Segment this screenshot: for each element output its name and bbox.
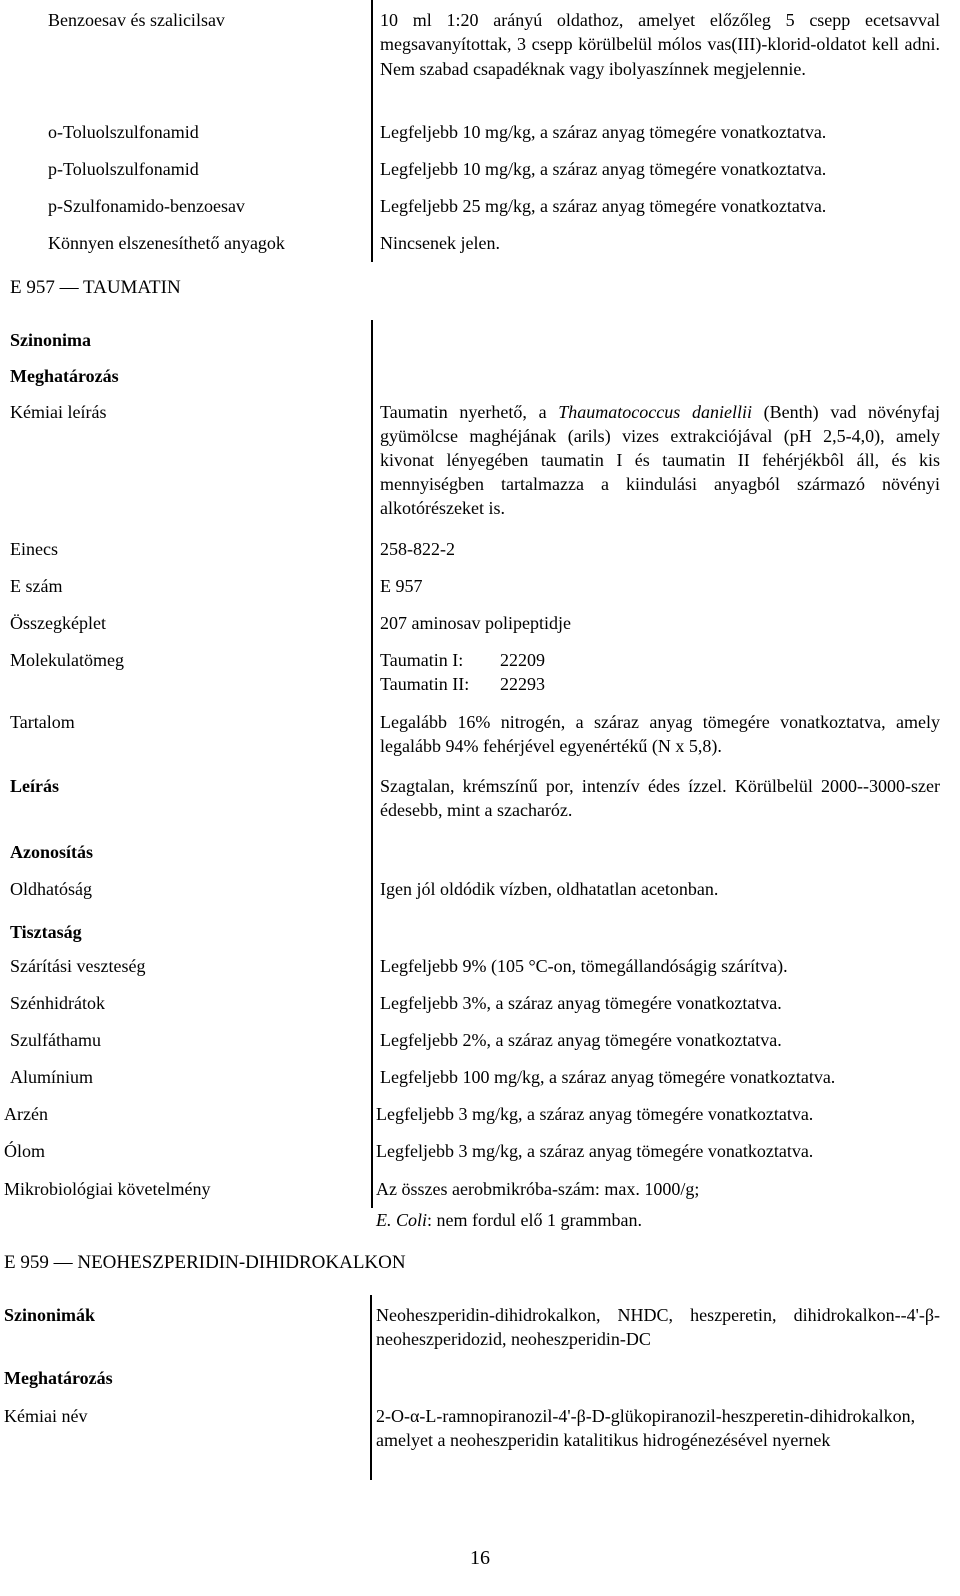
- mikrobiologiai-value-2: [376, 1208, 642, 1232]
- kemiai-leiras-species: Thaumatococcus daniellii: [558, 402, 752, 422]
- mol-taumatin-2-value: 22293: [500, 674, 545, 694]
- row-label-o-toluolszulfonamid: o-Toluolszulfonamid: [48, 122, 199, 142]
- kemiai-nev-label: Kémiai név: [4, 1406, 88, 1426]
- osszegkeplet-value: 207 aminosav polipeptidje: [380, 613, 571, 633]
- eszam-label: E szám: [10, 576, 63, 596]
- aluminium-label: Alumínium: [10, 1067, 94, 1087]
- mol-taumatin-1-value: 22209: [500, 650, 545, 670]
- eszam-value: E 957: [380, 576, 423, 596]
- kemiai-leiras-label: Kémiai leírás: [10, 402, 107, 422]
- tartalom-value: Legalább 16% nitrogén, a száraz anyag tömegére vonatkoztatva, amely legalább 94% fehérjével egyenértékű (N x 5,8).: [380, 712, 940, 756]
- einecs-value: 258-822-2: [380, 539, 455, 559]
- szaritasi-veszteseg-label: Szárítási veszteség: [10, 956, 146, 976]
- kemiai-leiras-value: [380, 400, 940, 520]
- arzen-label: Arzén: [4, 1104, 48, 1124]
- azonositas-label: Azonosítás: [10, 842, 94, 862]
- oldhatosag-label: Oldhatóság: [10, 879, 92, 899]
- szulfathamu-label: Szulfáthamu: [10, 1030, 101, 1050]
- szaritasi-veszteseg-value: Legfeljebb 9% (105 °C-on, tömegállandóságig szárítva).: [380, 956, 788, 976]
- szenhidratok-label: Szénhidrátok: [10, 993, 105, 1013]
- row-value-p-szulfonamido-benzoesav: Legfeljebb 25 mg/kg, a száraz anyag tömegére vonatkoztatva.: [380, 196, 827, 216]
- e-coli-text: : nem fordul elő 1 grammban.: [427, 1210, 642, 1230]
- szulfathamu-value: Legfeljebb 2%, a száraz anyag tömegére vonatkoztatva.: [380, 1030, 782, 1050]
- olom-label: Ólom: [4, 1141, 46, 1161]
- e957-table-divider: [371, 320, 373, 1208]
- e-coli-name: E. Coli: [376, 1210, 428, 1230]
- szenhidratok-value: Legfeljebb 3%, a száraz anyag tömegére vonatkoztatva.: [380, 993, 782, 1013]
- mol-taumatin-2-name: Taumatin II:: [380, 674, 470, 694]
- top-table-divider: [371, 0, 373, 262]
- leiras-label: Leírás: [10, 776, 59, 796]
- section-heading-e959: E 959 — NEOHESZPERIDIN-DIHIDROKALKON: [4, 1252, 406, 1273]
- row-label-p-szulfonamido-benzoesav: p-Szulfonamido-benzoesav: [48, 196, 245, 216]
- row-label-konnyen-elszenesitheto: Könnyen elszenesíthető anyagok: [48, 233, 285, 253]
- szinonima-label: Szinonima: [10, 330, 92, 350]
- molekulatomeg-label: Molekulatömeg: [10, 650, 124, 670]
- oldhatosag-value: Igen jól oldódik vízben, oldhatatlan acetonban.: [380, 879, 719, 899]
- mikrobiologiai-value-1: Az összes aerobmikróba-szám: max. 1000/g;: [376, 1179, 700, 1199]
- page-number: 16: [470, 1547, 490, 1569]
- row-value-p-toluolszulfonamid: Legfeljebb 10 mg/kg, a száraz anyag tömegére vonatkoztatva.: [380, 159, 827, 179]
- row-value-benzoesav: 10 ml 1:20 arányú oldathoz, amelyet előzőleg 5 csepp ecetsavval megsavanyítottak, 3 csepp körülbelül mólos vas(III)-klorid-oldatot kell adni. Nem szabad csapadéknak vagy ibolyaszínnek megjelennie.: [380, 10, 940, 79]
- szinonimak-label: Szinonimák: [4, 1305, 96, 1325]
- tisztasag-label: Tisztaság: [10, 922, 82, 942]
- leiras-value: Szagtalan, krémszínű por, intenzív édes ízzel. Körülbelül 2000--3000-szer édesebb, mint a szacharóz.: [380, 776, 940, 820]
- mol-taumatin-1-name: Taumatin I:: [380, 650, 464, 670]
- mikrobiologiai-label: Mikrobiológiai követelmény: [4, 1179, 211, 1199]
- olom-value: Legfeljebb 3 mg/kg, a száraz anyag tömegére vonatkoztatva.: [376, 1141, 814, 1161]
- osszegkeplet-label: Összegképlet: [10, 613, 106, 633]
- e959-table-divider: [370, 1295, 372, 1480]
- kemiai-leiras-text-1: Taumatin nyerhető, a: [380, 402, 559, 422]
- meghatarozas-e959-label: Meghatározás: [4, 1368, 113, 1388]
- row-value-konnyen-elszenesitheto: Nincsenek jelen.: [380, 233, 500, 253]
- section-heading-e957: E 957 — TAUMATIN: [10, 277, 181, 298]
- row-value-o-toluolszulfonamid: Legfeljebb 10 mg/kg, a száraz anyag tömegére vonatkoztatva.: [380, 122, 827, 142]
- kemiai-leiras-text-2: (Benth) vad növényfaj gyümölcse maghéjának (arils) vizes extrakciójával (pH 2,5-4,0), amely kivonat lényegében taumatin I és taumatin II fehérjékbôl áll, és kis mennyiségben tartalmazza a kiindulási anyagból származó növényi alkotórészeket is.: [380, 402, 941, 518]
- kemiai-nev-value: 2-O-α-L-ramnopiranozil-4'-β-D-glükopiranozil-heszperetin-dihidrokalkon, amelyet a neoheszperidin katalitikus hidrogénezésével nyernek: [376, 1406, 916, 1450]
- arzen-value: Legfeljebb 3 mg/kg, a száraz anyag tömegére vonatkoztatva.: [376, 1104, 814, 1124]
- einecs-label: Einecs: [10, 539, 58, 559]
- tartalom-label: Tartalom: [10, 712, 75, 732]
- meghatarozas-label: Meghatározás: [10, 366, 119, 386]
- row-label-p-toluolszulfonamid: p-Toluolszulfonamid: [48, 159, 199, 179]
- row-label-benzoesav: Benzoesav és szalicilsav: [48, 10, 225, 30]
- szinonimak-value: Neoheszperidin-dihidrokalkon, NHDC, heszperetin, dihidrokalkon--4'-β-neoheszperidozid, neoheszperidin-DC: [376, 1305, 940, 1349]
- aluminium-value: Legfeljebb 100 mg/kg, a száraz anyag tömegére vonatkoztatva.: [380, 1067, 836, 1087]
